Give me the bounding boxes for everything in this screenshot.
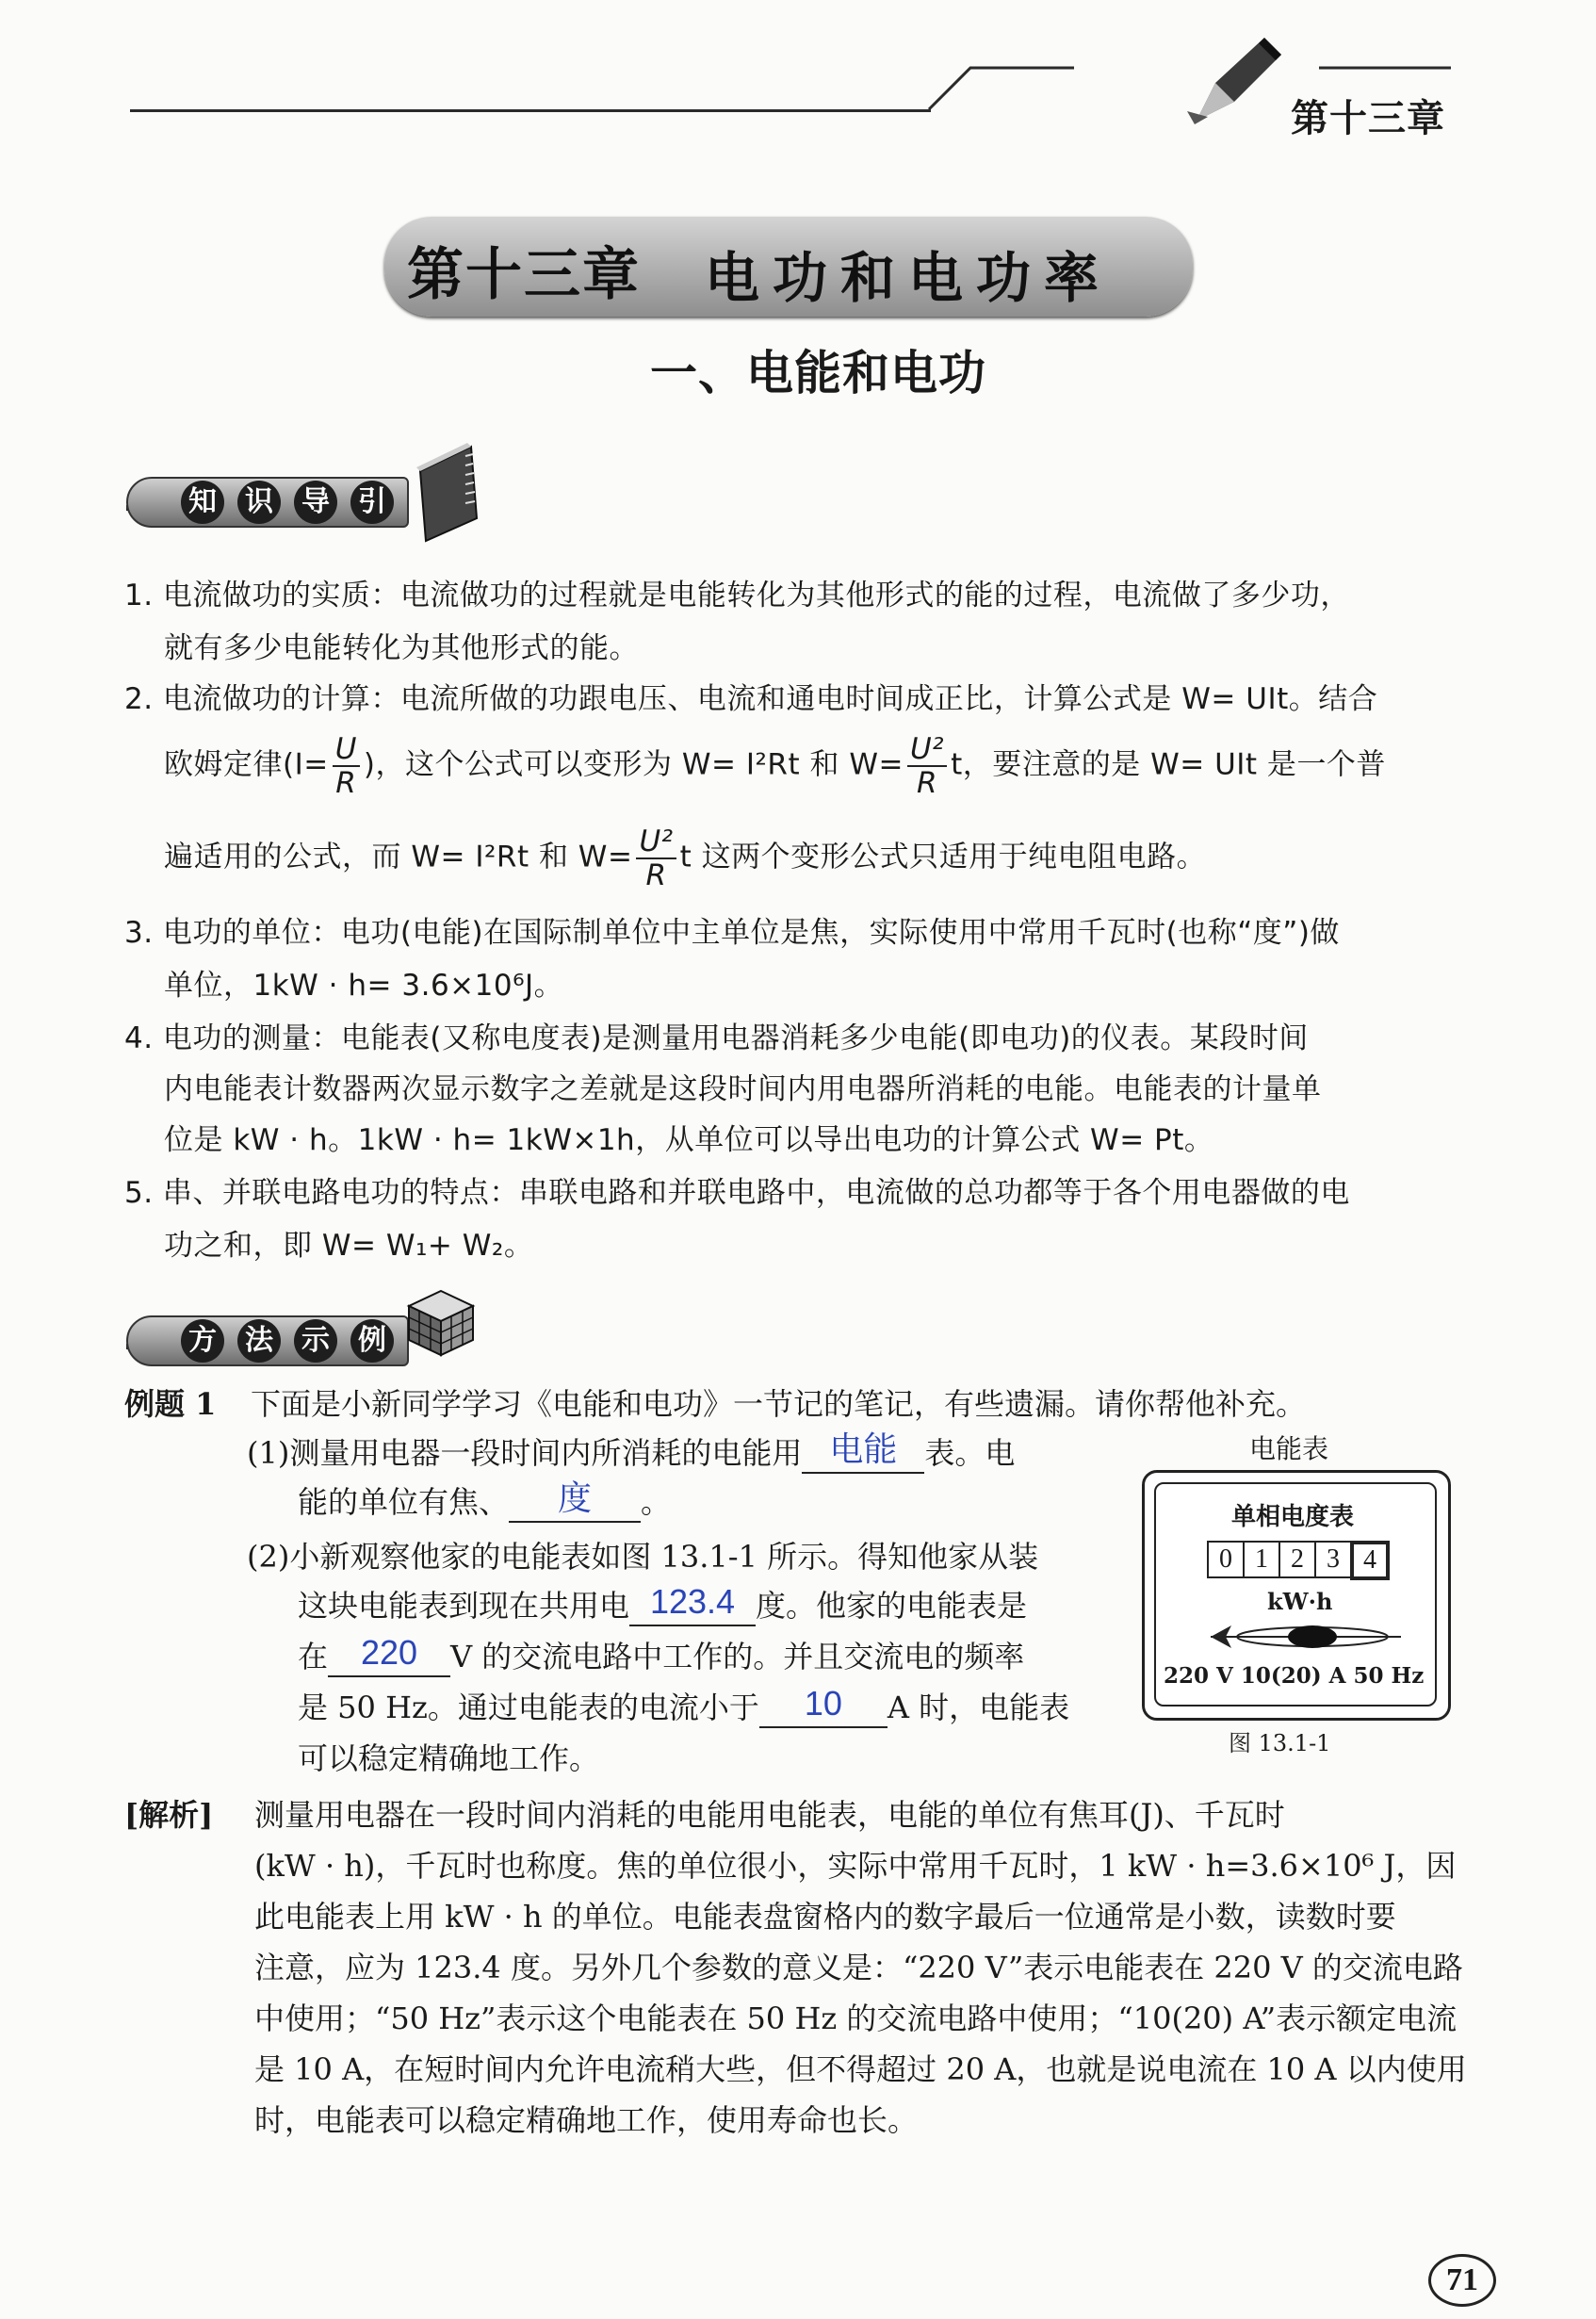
- method-tag-char: 示: [294, 1319, 337, 1363]
- meter-digit-decimal: 4: [1350, 1541, 1390, 1580]
- answer-blank[interactable]: [328, 1633, 450, 1677]
- meter-digit: 1: [1243, 1541, 1280, 1578]
- question-text: V 的交流电路中工作的。并且交流电的频率: [450, 1639, 1025, 1674]
- answer-blank[interactable]: [802, 1429, 924, 1474]
- formula-text: )，这个公式可以变形为 W= I²Rt 和 W=: [363, 747, 904, 782]
- fraction-u2-over-r: $\frac{\text{U²}}{R}$: [907, 733, 947, 799]
- chapter-label: 第十三章: [407, 242, 641, 308]
- question-text: 表。电: [924, 1435, 1016, 1471]
- book-icon: [411, 443, 486, 547]
- question-text: A 时，电能表: [887, 1690, 1070, 1725]
- figure-title: 电能表: [1249, 1433, 1329, 1464]
- knowledge-p3-line2: 单位，1kW · h= 3.6×10⁶J。: [164, 969, 564, 1003]
- knowledge-p2-line1: 2. 电流做功的计算：电流所做的功跟电压、电流和通电时间成正比，计算公式是 W= UIt。结合: [124, 682, 1378, 716]
- meter-digit: 0: [1207, 1541, 1245, 1578]
- knowledge-p4-line2: 内电能表计数器两次显示数字之差就是这段时间内用电器所消耗的电能。电能表的计量单: [164, 1072, 1322, 1106]
- question-text: 。: [641, 1484, 672, 1520]
- knowledge-p3-line1: 3. 电功的单位：电功(电能)在国际制单位中主单位是焦，实际使用中常用千瓦时(也称“度”)做: [124, 916, 1340, 950]
- cube-icon: [405, 1287, 477, 1359]
- running-head: 第十三章: [1291, 97, 1445, 140]
- method-tag-char: 方: [181, 1319, 224, 1363]
- knowledge-p4-line1: 4. 电功的测量：电能表(又称电度表)是测量用电器消耗多少电能(即电功)的仪表。某段时间: [124, 1021, 1309, 1055]
- meter-digit: 2: [1278, 1541, 1316, 1578]
- chapter-title: 电功和电功率: [705, 246, 1113, 310]
- page-number: 71: [1428, 2254, 1496, 2307]
- energy-meter-panel: [1154, 1482, 1437, 1707]
- handwritten-answer: 度: [558, 1478, 593, 1517]
- knowledge-tag-char: 识: [237, 481, 281, 524]
- analysis-line: 此电能表上用 kW · h 的单位。电能表盘窗格内的数字最后一位通常是小数，读数时要: [254, 1899, 1396, 1935]
- question-2-line2: [298, 1582, 1028, 1626]
- energy-meter-figure: [1142, 1470, 1451, 1721]
- meter-panel-label: 单相电度表: [1231, 1503, 1355, 1531]
- knowledge-p1-line1: 1. 电流做功的实质：电流做功的过程就是电能转化为其他形式的能的过程，电流做了多少功，: [124, 579, 1350, 612]
- handwritten-answer: 220: [360, 1633, 418, 1672]
- question-1-line1: [247, 1429, 1016, 1474]
- knowledge-p4-line3: 位是 kW · h。1kW · h= 1kW×1h，从单位可以导出电功的计算公式 W= Pt。: [164, 1123, 1214, 1157]
- header-rule-left: [130, 109, 931, 112]
- answer-blank[interactable]: [759, 1684, 888, 1728]
- fraction-u-over-r: $\frac{U}{R}$: [333, 733, 360, 799]
- knowledge-tag-char: 引: [350, 481, 394, 524]
- method-tag-char: 例: [350, 1319, 394, 1363]
- method-tag-char: 法: [237, 1319, 281, 1363]
- meter-unit: kW·h: [1267, 1588, 1333, 1615]
- knowledge-p5-line1: 5. 串、并联电路电功的特点：串联电路和并联电路中，电流做的总功都等于各个用电器做的电: [124, 1176, 1350, 1210]
- analysis-line: 测量用电器在一段时间内消耗的电能用电能表，电能的单位有焦耳(J)、千瓦时: [254, 1797, 1285, 1833]
- question-text: 是 50 Hz。通过电能表的电流小于: [298, 1690, 759, 1725]
- analysis-label: [解析]: [124, 1797, 214, 1833]
- formula-text: t 这两个变形公式只适用于纯电阻电路。: [679, 840, 1207, 874]
- question-2-line5: 可以稳定精确地工作。: [298, 1740, 600, 1776]
- formula-text: t，要注意的是 W= UIt 是一个普: [951, 747, 1386, 782]
- handwritten-answer: 123.4: [649, 1582, 736, 1621]
- question-2-line1: (2)小新观察他家的电能表如图 13.1-1 所示。得知他家从装: [247, 1539, 1039, 1575]
- method-tag: [126, 1315, 409, 1366]
- answer-blank[interactable]: [629, 1582, 756, 1626]
- section-title: 一、电能和电功: [650, 346, 986, 400]
- analysis-line: 中使用；“50 Hz”表示这个电能表在 50 Hz 的交流电路中使用；“10(20) A”表示额定电流: [254, 2001, 1458, 2036]
- answer-blank[interactable]: [509, 1478, 641, 1523]
- question-text: 能的单位有焦、: [298, 1484, 510, 1520]
- knowledge-p2-line3: [164, 825, 1206, 891]
- question-2-line4: [298, 1684, 1070, 1728]
- fraction-u2-over-r: $\frac{\text{U²}}{R}$: [636, 825, 676, 891]
- formula-text: 欧姆定律(I=: [164, 747, 329, 782]
- example-label: 例题 1: [124, 1386, 217, 1422]
- example-intro: 下面是小新同学学习《电能和电功》一节记的笔记，有些遗漏。请你帮他补充。: [251, 1386, 1307, 1422]
- meter-digits: [1209, 1541, 1390, 1580]
- knowledge-p5-line2: 功之和，即 W= W₁+ W₂。: [164, 1229, 534, 1263]
- knowledge-p2-line2: [164, 733, 1386, 799]
- knowledge-tag-char: 导: [294, 481, 337, 524]
- analysis-line: (kW · h)，千瓦时也称度。焦的单位很小，实际中常用千瓦时，1 kW · h=3.6×10⁶ J，因: [254, 1848, 1457, 1884]
- formula-text: 遍适用的公式，而 W= I²Rt 和 W=: [164, 840, 633, 874]
- question-text: 度。他家的电能表是: [756, 1588, 1028, 1624]
- handwritten-answer: 10: [804, 1684, 842, 1723]
- knowledge-tag: [126, 477, 409, 528]
- pencil-icon: [1178, 26, 1291, 139]
- meter-disc-icon: [1207, 1618, 1405, 1656]
- knowledge-tag-char: 知: [181, 481, 224, 524]
- question-text: 这块电能表到现在共用电: [298, 1588, 630, 1624]
- analysis-line: 是 10 A，在短时间内允许电流稍大些，但不得超过 20 A，也就是说电流在 10 A 以内使用: [254, 2051, 1467, 2087]
- question-text: 在: [298, 1639, 329, 1674]
- handwritten-answer: 电能: [829, 1429, 898, 1468]
- question-1-line2: [298, 1478, 672, 1523]
- question-text: (1)测量用电器一段时间内所消耗的电能用: [247, 1435, 803, 1471]
- analysis-line: 注意，应为 123.4 度。另外几个参数的意义是：“220 V”表示电能表在 220 V 的交流电路: [254, 1950, 1463, 1985]
- figure-caption: 图 13.1-1: [1229, 1730, 1331, 1756]
- meter-digit: 3: [1314, 1541, 1352, 1578]
- knowledge-p1-line2: 就有多少电能转化为其他形式的能。: [164, 631, 639, 665]
- meter-specs: 220 V 10(20) A 50 Hz: [1164, 1663, 1425, 1689]
- question-2-line3: [298, 1633, 1025, 1677]
- analysis-line: 时，电能表可以稳定精确地工作，使用寿命也长。: [254, 2102, 919, 2138]
